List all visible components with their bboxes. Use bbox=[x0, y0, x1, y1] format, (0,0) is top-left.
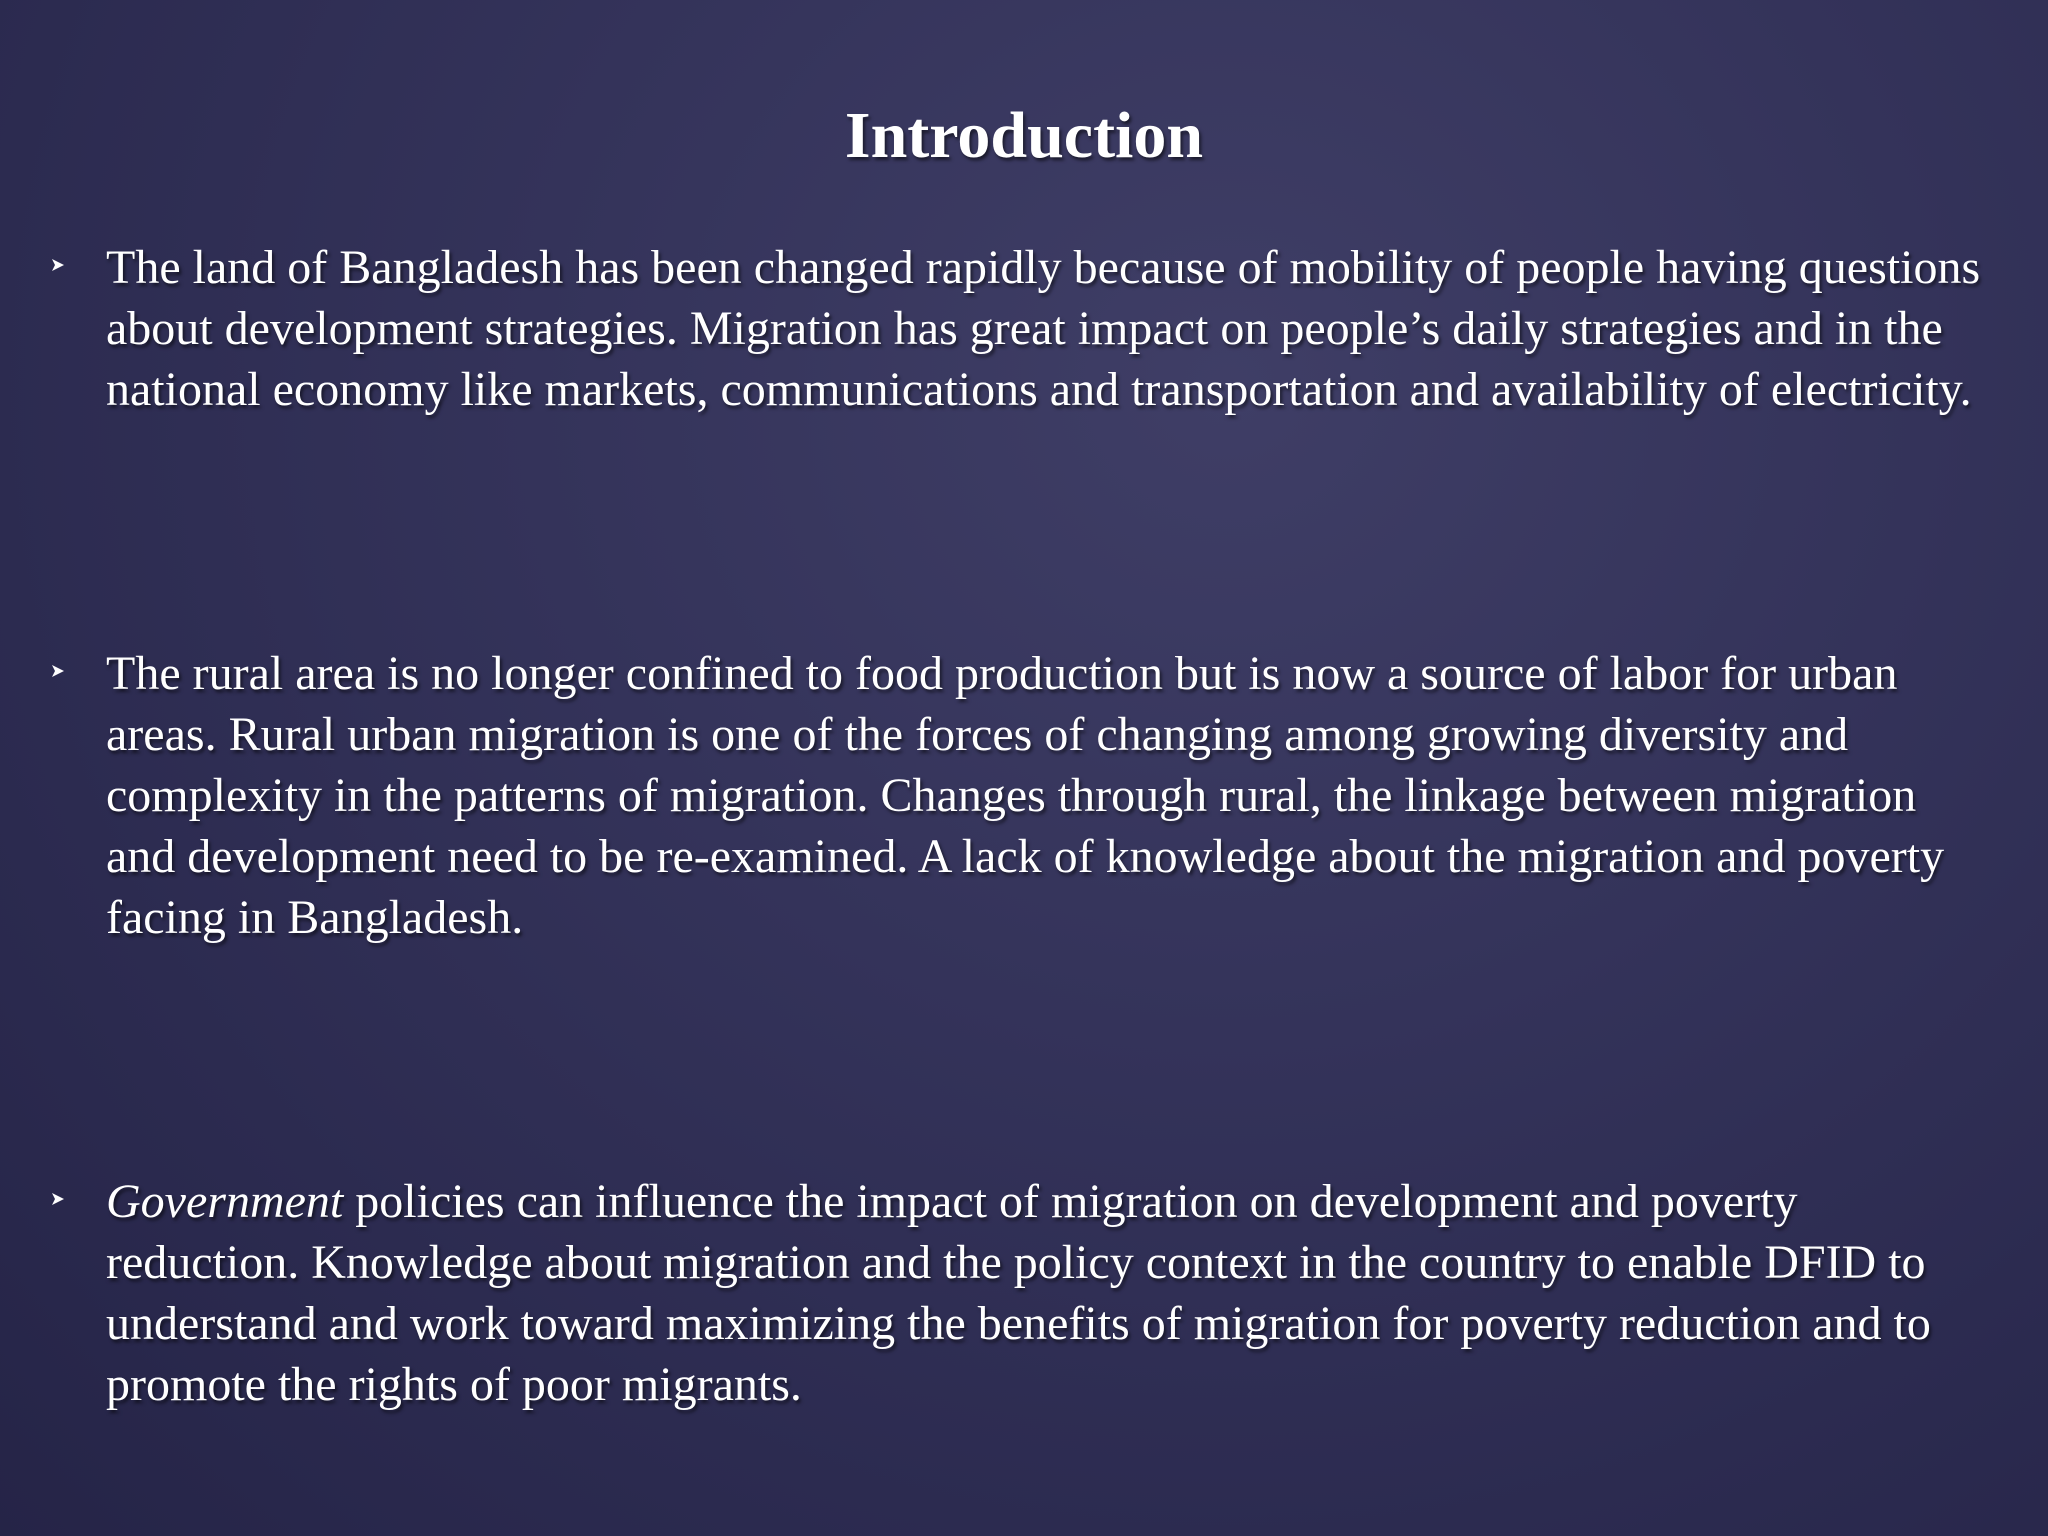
bullet-text-rest: policies can influence the impact of migration on development and poverty reduction. Knowledge about migration and the policy context in the country to enable DFID to understand and work toward maximizing the benefits of migration for poverty reduction and to promote the rights of poor migrants. bbox=[106, 1175, 1931, 1411]
bullet-text: The land of Bangladesh has been changed rapidly because of mobility of people having questions about development strategies. Migration has great impact on people’s daily strategies and in the national economy like markets, communications and transportation and availability of electricity. bbox=[106, 241, 1981, 416]
arrowhead-bullet-icon bbox=[48, 661, 68, 681]
bullet-text: The rural area is no longer confined to food production but is now a source of labor for urban areas. Rural urban migration is one of the forces of changing among growing diversity and complexity in the patterns of migration. Changes through rural, the linkage between migration and development need to be re-examined. A lack of knowledge about the migration and poverty facing in Bangladesh. bbox=[106, 647, 1945, 944]
italic-lead-word: Government bbox=[106, 1175, 344, 1228]
bullet-text bbox=[106, 1171, 1986, 1415]
arrowhead-bullet-icon bbox=[48, 255, 68, 275]
arrowhead-bullet-icon bbox=[48, 1189, 68, 1209]
slide-title: Introduction bbox=[844, 99, 1204, 172]
